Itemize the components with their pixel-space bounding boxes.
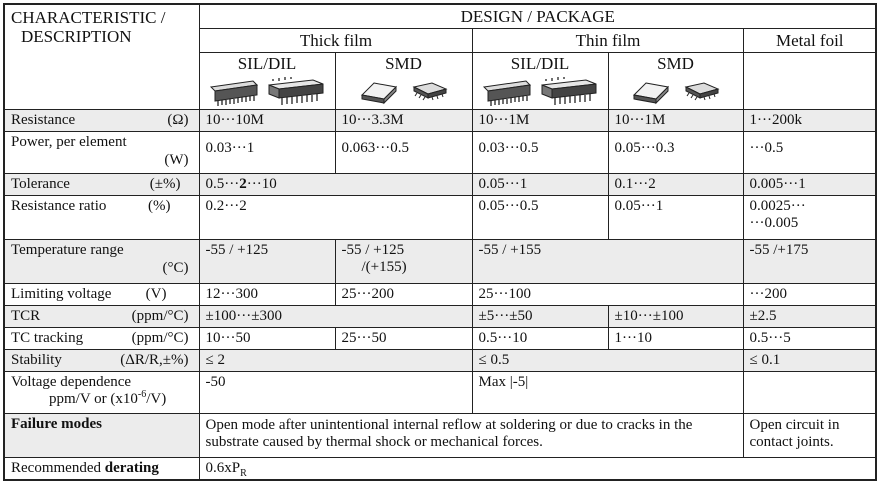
cell-text: ···10 bbox=[246, 176, 277, 192]
cell-text: ···0.005 bbox=[749, 215, 799, 231]
smd-chip-icon bbox=[634, 83, 668, 103]
row-label-voltage-dependence bbox=[4, 372, 199, 414]
row-label-resistance bbox=[4, 110, 199, 132]
unit-text: (%) bbox=[148, 198, 171, 214]
label-text: Failure modes bbox=[11, 416, 102, 432]
unit-text: (°C) bbox=[162, 260, 189, 276]
table-row bbox=[4, 284, 876, 306]
cell-text: 0.6xP bbox=[205, 460, 241, 476]
spec-table bbox=[3, 3, 877, 481]
row-label-failure-modes bbox=[4, 414, 199, 458]
characteristic-header-line1: CHARACTERISTIC / bbox=[11, 8, 166, 27]
cell: ···200 bbox=[743, 284, 876, 306]
cell: Open mode after unintentional internal reflow at soldering or due to cracks in the substrate caused by thermal shock or mechanical forces. bbox=[199, 414, 743, 458]
row-label-derating bbox=[4, 458, 199, 481]
smd-packages-icon bbox=[626, 75, 726, 109]
cell: Open circuit in contact joints. bbox=[743, 414, 876, 458]
row-label-limiting-voltage bbox=[4, 284, 199, 306]
cell: ≤ 0.1 bbox=[743, 350, 876, 372]
cell bbox=[743, 372, 876, 414]
cell: ≤ 2 bbox=[199, 350, 472, 372]
thin-sil-dil-package bbox=[472, 53, 608, 110]
cell: 1···200k bbox=[743, 110, 876, 132]
label-superscript: -6 bbox=[137, 389, 147, 400]
package-title: SIL/DIL bbox=[237, 54, 297, 73]
unit-text: (V) bbox=[145, 286, 167, 302]
row-label-power bbox=[4, 132, 199, 174]
sil-package-icon bbox=[211, 81, 257, 106]
table-row bbox=[4, 328, 876, 350]
cell: 0.5···5 bbox=[743, 328, 876, 350]
row-label-temperature bbox=[4, 240, 199, 284]
cell: ±100···±300 bbox=[199, 306, 472, 328]
label-text: TCR bbox=[11, 308, 41, 324]
label-text-bold: derating bbox=[104, 460, 159, 476]
unit-text: (ppm/°C) bbox=[131, 330, 189, 346]
cell: 0.05···1 bbox=[472, 174, 608, 196]
cell: ···0.5 bbox=[743, 132, 876, 174]
package-title: SMD bbox=[657, 54, 694, 73]
cell: 10···1M bbox=[472, 110, 608, 132]
cell: -55 / +125 bbox=[199, 240, 335, 284]
row-label-tcr bbox=[4, 306, 199, 328]
cell: Max |-5| bbox=[472, 372, 743, 414]
unit-text: (Ω) bbox=[167, 112, 189, 128]
table-row bbox=[4, 414, 876, 458]
unit-text: (W) bbox=[164, 152, 189, 168]
cell: 25···100 bbox=[472, 284, 743, 306]
cell: 25···50 bbox=[335, 328, 472, 350]
sil-dil-packages-icon bbox=[207, 75, 327, 109]
thick-sil-dil-package bbox=[199, 53, 335, 110]
table-row bbox=[4, 372, 876, 414]
row-label-tolerance bbox=[4, 174, 199, 196]
cell-text-bold: 2 bbox=[239, 176, 247, 192]
cell: 10···1M bbox=[608, 110, 743, 132]
label-text: Resistance bbox=[11, 112, 76, 128]
cell: 0.1···2 bbox=[608, 174, 743, 196]
table-row bbox=[4, 132, 876, 174]
label-text: Stability bbox=[11, 352, 62, 368]
cell: 10···3.3M bbox=[335, 110, 472, 132]
label-text: TC tracking bbox=[11, 330, 84, 346]
cell: 0.03···1 bbox=[199, 132, 335, 174]
thin-film-header: Thin film bbox=[472, 29, 743, 53]
dil-package-icon bbox=[269, 77, 323, 105]
row-label-tc-tracking bbox=[4, 328, 199, 350]
unit-text: (ΔR/R,±%) bbox=[120, 352, 189, 368]
thick-film-header: Thick film bbox=[199, 29, 472, 53]
label-text: Tolerance bbox=[11, 176, 70, 192]
unit-text: (ppm/°C) bbox=[131, 308, 189, 324]
label-text: Voltage dependence bbox=[11, 374, 132, 390]
characteristic-header-line2: DESCRIPTION bbox=[21, 27, 132, 46]
label-text: Limiting voltage bbox=[11, 286, 112, 302]
cell bbox=[743, 196, 876, 240]
table-row bbox=[4, 196, 876, 240]
cell: ≤ 0.5 bbox=[472, 350, 743, 372]
cell-text: 0.5··· bbox=[205, 176, 240, 192]
package-title: SMD bbox=[385, 54, 422, 73]
cell: 1···10 bbox=[608, 328, 743, 350]
table-row bbox=[4, 350, 876, 372]
label-line2 bbox=[11, 391, 194, 408]
cell bbox=[199, 458, 876, 481]
label-text: Temperature range bbox=[11, 242, 124, 258]
dil-package-icon bbox=[542, 77, 596, 105]
row-label-resistance-ratio bbox=[4, 196, 199, 240]
cell: ±10···±100 bbox=[608, 306, 743, 328]
cell bbox=[199, 174, 472, 196]
sil-dil-packages-icon bbox=[480, 75, 600, 109]
table-row bbox=[4, 110, 876, 132]
cell-text: -55 / +125 bbox=[341, 242, 405, 258]
cell: ±2.5 bbox=[743, 306, 876, 328]
cell-text: /(+155) bbox=[361, 259, 407, 275]
cell: ±5···±50 bbox=[472, 306, 608, 328]
thick-smd-package bbox=[335, 53, 472, 110]
cell bbox=[335, 240, 472, 284]
cell: 0.005···1 bbox=[743, 174, 876, 196]
cell: 10···10M bbox=[199, 110, 335, 132]
cell: 10···50 bbox=[199, 328, 335, 350]
row-label-stability bbox=[4, 350, 199, 372]
cell: 0.2···2 bbox=[199, 196, 472, 240]
cell: 0.03···0.5 bbox=[472, 132, 608, 174]
cell: 12···300 bbox=[199, 284, 335, 306]
table-row bbox=[4, 240, 876, 284]
cell: 0.5···10 bbox=[472, 328, 608, 350]
label-text: Recommended bbox=[11, 460, 105, 476]
cell: 0.05···0.5 bbox=[472, 196, 608, 240]
cell: 0.05···1 bbox=[608, 196, 743, 240]
metal-foil-package bbox=[743, 53, 876, 110]
cell: -55 /+175 bbox=[743, 240, 876, 284]
smd-ic-icon bbox=[414, 83, 446, 100]
label-text: Resistance ratio bbox=[11, 198, 107, 214]
unit-text: (±%) bbox=[149, 176, 181, 192]
table-row bbox=[4, 174, 876, 196]
label-text: /V) bbox=[146, 391, 167, 407]
characteristic-header bbox=[4, 4, 199, 110]
thin-smd-package bbox=[608, 53, 743, 110]
cell: -55 / +155 bbox=[472, 240, 743, 284]
package-title: SIL/DIL bbox=[510, 54, 570, 73]
smd-chip-icon bbox=[362, 83, 396, 103]
cell: 0.05···0.3 bbox=[608, 132, 743, 174]
cell-subscript: R bbox=[240, 468, 247, 479]
cell: 0.063···0.5 bbox=[335, 132, 472, 174]
design-package-header: DESIGN / PACKAGE bbox=[199, 4, 876, 29]
metal-foil-header: Metal foil bbox=[743, 29, 876, 53]
cell: 25···200 bbox=[335, 284, 472, 306]
sil-package-icon bbox=[484, 81, 530, 106]
label-text: Power, per element bbox=[11, 134, 127, 150]
table-row bbox=[4, 458, 876, 481]
smd-packages-icon bbox=[354, 75, 454, 109]
table-row bbox=[4, 306, 876, 328]
cell: -50 bbox=[199, 372, 472, 414]
smd-ic-icon bbox=[686, 83, 718, 100]
cell-text: 0.0025··· bbox=[749, 198, 806, 214]
label-text: ppm/V or (x10 bbox=[49, 391, 138, 407]
